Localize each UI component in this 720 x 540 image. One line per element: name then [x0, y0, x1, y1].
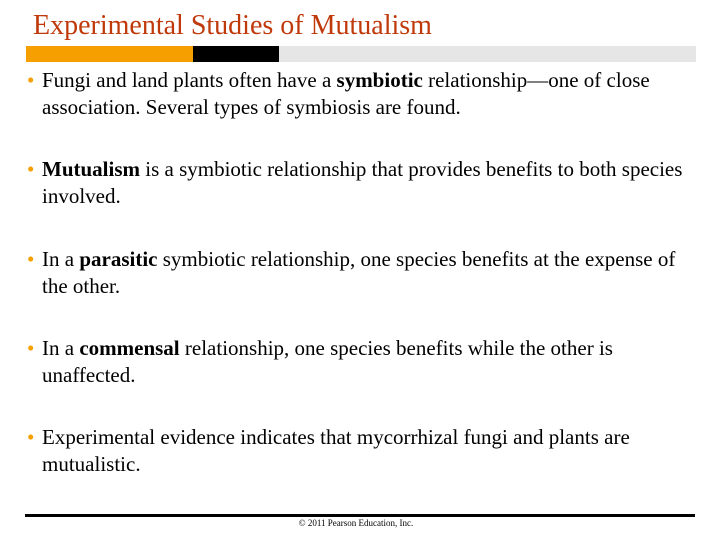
bullet-text-post: relationship, one species benefits while the other is unaffected. — [42, 336, 613, 387]
bullet-item-commensal — [24, 335, 704, 389]
bullet-mark: • — [27, 68, 35, 92]
bullet-item-evidence — [24, 424, 704, 478]
bullet-text-pre: Experimental evidence indicates that mycorrhizal fungi and plants are mutualistic. — [42, 425, 630, 476]
copyright-footer: © 2011 Pearson Education, Inc. — [298, 518, 414, 528]
bullet-text-post: is a symbiotic relationship that provides benefits to both species involved. — [42, 157, 683, 208]
bullet-mark: • — [27, 157, 35, 181]
bullet-text-post: relationship—one of close association. Several types of symbiosis are found. — [42, 68, 650, 119]
bullet-term: Mutualism — [42, 157, 141, 181]
bullet-text-post: symbiotic relationship, one species benefits at the expense of the other. — [42, 247, 676, 298]
bullet-text-pre: Fungi and land plants often have a — [42, 68, 337, 92]
title-underline-bar — [26, 46, 696, 62]
slide-title: Experimental Studies of Mutualism — [33, 10, 432, 41]
bullet-term: parasitic — [79, 247, 158, 271]
bullet-item-symbiosis — [24, 67, 704, 121]
bullet-term: commensal — [79, 336, 180, 360]
title-bar-gray-segment — [279, 46, 696, 62]
bullet-mark: • — [27, 425, 35, 449]
bullet-term: symbiotic — [336, 68, 423, 92]
bullet-text-pre: In a — [42, 336, 80, 360]
bullet-item-parasitic — [24, 246, 704, 300]
bullet-text-pre: In a — [42, 247, 80, 271]
bullet-item-mutualism — [24, 156, 704, 210]
bullet-mark: • — [27, 336, 35, 360]
title-bar-black-segment — [193, 46, 279, 62]
bullet-mark: • — [27, 247, 35, 271]
title-bar-orange-segment — [26, 46, 193, 62]
